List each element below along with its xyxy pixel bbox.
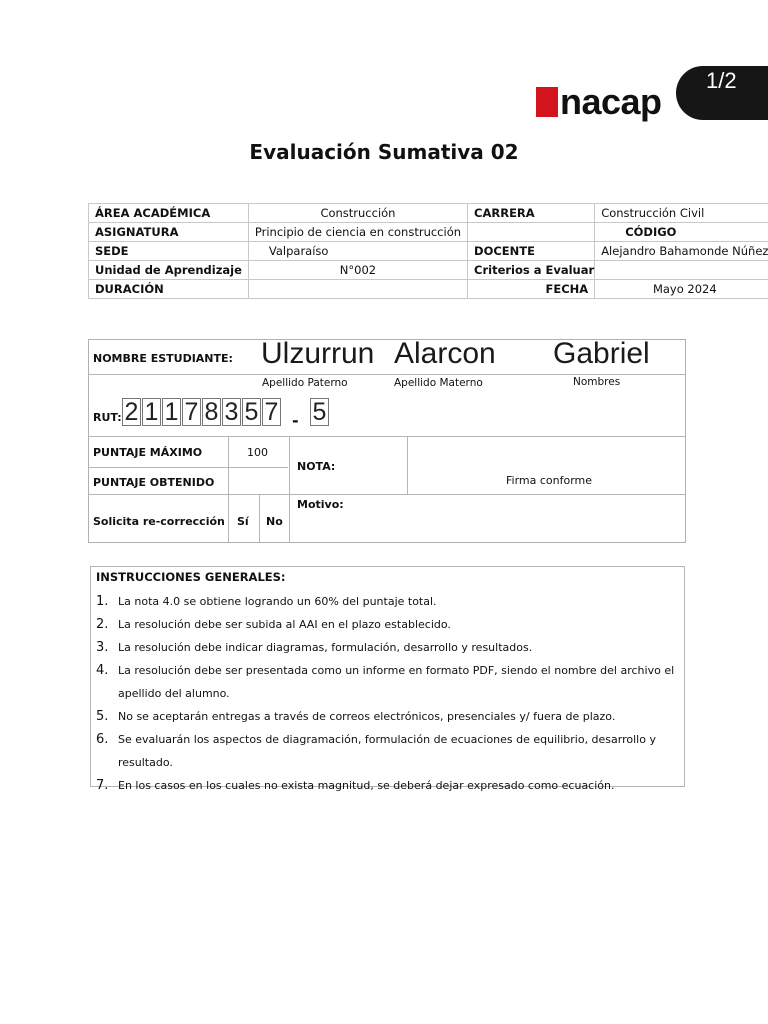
divider bbox=[407, 436, 408, 494]
rut-digit: 5 bbox=[242, 398, 261, 426]
rut-separator: - bbox=[292, 411, 299, 430]
rut-digit: 1 bbox=[142, 398, 161, 426]
motivo-label: Motivo: bbox=[297, 498, 344, 511]
page-indicator: 1/2 bbox=[706, 68, 737, 93]
divider bbox=[88, 436, 686, 437]
table-row bbox=[89, 280, 768, 299]
item-number: 6. bbox=[96, 732, 109, 747]
logo-text: nacap bbox=[560, 81, 662, 122]
item-number: 5. bbox=[96, 709, 109, 724]
rut-digit: 1 bbox=[162, 398, 181, 426]
instructions-list bbox=[96, 590, 681, 797]
item-number: 2. bbox=[96, 617, 109, 632]
puntaje-maximo-label: PUNTAJE MÁXIMO bbox=[93, 446, 203, 459]
empty-cell bbox=[468, 223, 595, 242]
item-text: Se evaluarán los aspectos de diagramación, formulación de ecuaciones de equilibrio, desarrollo y resultado. bbox=[118, 733, 656, 769]
asignatura-value: Principio de ciencia en construcción bbox=[248, 223, 467, 242]
apellido-materno-label: Apellido Materno bbox=[394, 377, 483, 389]
carrera-value: Construcción Civil bbox=[595, 204, 768, 223]
docente-value: Alejandro Bahamonde Núñez bbox=[595, 242, 768, 261]
carrera-label: CARRERA bbox=[468, 204, 595, 223]
duracion-label: DURACIÓN bbox=[89, 280, 249, 299]
list-item bbox=[96, 774, 681, 797]
codigo-label: CÓDIGO bbox=[595, 223, 768, 242]
rut-digit: 8 bbox=[202, 398, 221, 426]
rut-digit: 7 bbox=[182, 398, 201, 426]
nombres-value: Gabriel bbox=[553, 337, 650, 370]
apellido-paterno-value: Ulzurrun bbox=[261, 337, 375, 370]
docente-label: DOCENTE bbox=[468, 242, 595, 261]
divider bbox=[259, 494, 260, 543]
nota-label: NOTA: bbox=[297, 460, 336, 473]
puntaje-obtenido-label: PUNTAJE OBTENIDO bbox=[93, 476, 215, 489]
item-text: La resolución debe ser subida al AAI en el plazo establecido. bbox=[118, 618, 451, 631]
list-item bbox=[96, 705, 681, 728]
criterios-label: Criterios a Evaluar bbox=[468, 261, 595, 280]
rut-check-digit: 5 bbox=[310, 398, 329, 426]
area-value: Construcción bbox=[248, 204, 467, 223]
list-item bbox=[96, 728, 681, 774]
asignatura-label: ASIGNATURA bbox=[89, 223, 249, 242]
item-text: La resolución debe ser presentada como un informe en formato PDF, siendo el nombre del archivo el apellido del alumno. bbox=[118, 664, 675, 700]
divider bbox=[88, 467, 288, 468]
table-row bbox=[89, 223, 768, 242]
criterios-value bbox=[595, 261, 768, 280]
item-number: 4. bbox=[96, 663, 109, 678]
rut-digit: 7 bbox=[262, 398, 281, 426]
divider bbox=[88, 374, 686, 375]
page-title: Evaluación Sumativa 02 bbox=[249, 140, 519, 164]
item-number: 1. bbox=[96, 594, 109, 609]
fecha-value: Mayo 2024 bbox=[595, 280, 768, 299]
unidad-value: N°002 bbox=[248, 261, 467, 280]
item-number: 3. bbox=[96, 640, 109, 655]
table-row bbox=[89, 261, 768, 280]
divider bbox=[289, 436, 290, 543]
item-number: 7. bbox=[96, 778, 109, 793]
course-info-table bbox=[88, 203, 768, 299]
instructions-title: INSTRUCCIONES GENERALES: bbox=[96, 570, 286, 584]
rut-digit: 2 bbox=[122, 398, 141, 426]
unidad-label: Unidad de Aprendizaje bbox=[89, 261, 249, 280]
list-item bbox=[96, 636, 681, 659]
item-text: No se aceptarán entregas a través de correos electrónicos, presenciales y/ fuera de plazo. bbox=[118, 710, 616, 723]
list-item bbox=[96, 613, 681, 636]
puntaje-maximo-value: 100 bbox=[247, 446, 268, 459]
divider bbox=[228, 436, 229, 543]
duracion-value bbox=[248, 280, 467, 299]
sede-label: SEDE bbox=[89, 242, 249, 261]
si-option[interactable]: Sí bbox=[237, 515, 249, 528]
firma-label: Firma conforme bbox=[506, 474, 593, 487]
divider bbox=[88, 494, 686, 495]
apellido-paterno-label: Apellido Paterno bbox=[262, 377, 348, 389]
list-item bbox=[96, 590, 681, 613]
area-label: ÁREA ACADÉMICA bbox=[89, 204, 249, 223]
list-item bbox=[96, 659, 681, 705]
no-option[interactable]: No bbox=[266, 515, 283, 528]
recorreccion-label: Solicita re-corrección bbox=[93, 515, 225, 528]
nombres-label: Nombres bbox=[573, 376, 621, 388]
item-text: La resolución debe indicar diagramas, formulación, desarrollo y resultados. bbox=[118, 641, 533, 654]
apellido-materno-value: Alarcon bbox=[394, 337, 496, 370]
inacap-logo bbox=[536, 81, 662, 122]
rut-digit: 3 bbox=[222, 398, 241, 426]
sede-value: Valparaíso bbox=[248, 242, 467, 261]
student-name-label: NOMBRE ESTUDIANTE: bbox=[93, 352, 233, 365]
fecha-label: FECHA bbox=[468, 280, 595, 299]
logo-mark-icon bbox=[536, 87, 558, 117]
table-row bbox=[89, 242, 768, 261]
table-row bbox=[89, 204, 768, 223]
item-text: En los casos en los cuales no exista magnitud, se deberá dejar expresado como ecuación. bbox=[118, 779, 615, 792]
item-text: La nota 4.0 se obtiene logrando un 60% del puntaje total. bbox=[118, 595, 437, 608]
rut-label: RUT: bbox=[93, 411, 122, 424]
